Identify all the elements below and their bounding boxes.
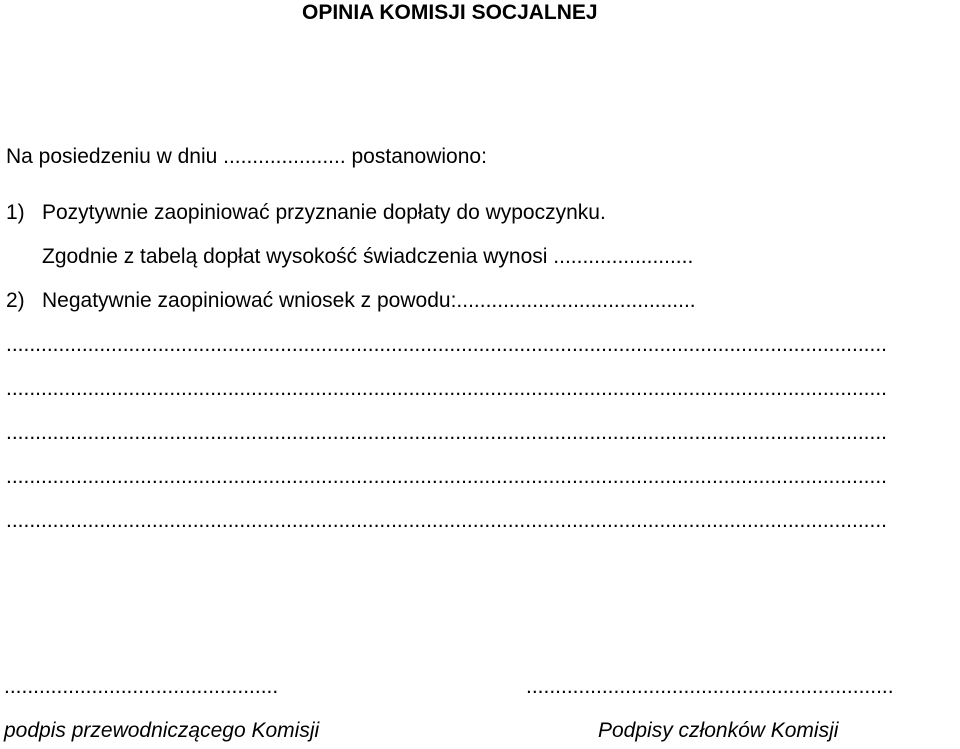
document-title: OPINIA KOMISJI SOCJALNEJ	[302, 1, 598, 24]
decision-item-negative	[6, 290, 696, 311]
chair-signature-line: ...............................................	[4, 675, 279, 698]
item-text: Negatywnie zaopiniować wniosek z powodu:.........................................	[42, 289, 696, 312]
item-number: 2)	[6, 289, 25, 312]
members-signature-label: Podpisy członków Komisji	[598, 719, 839, 742]
blank-line: .......................................................................................................................................................	[6, 334, 888, 355]
blank-line: .......................................................................................................................................................	[6, 422, 888, 443]
blank-line: .......................................................................................................................................................	[6, 466, 888, 487]
decision-item-positive	[6, 202, 606, 223]
item-number: 1)	[6, 201, 25, 224]
blank-line: .......................................................................................................................................................	[6, 378, 888, 399]
meeting-date-line: Na posiedzeniu w dniu ..................... postanowiono:	[6, 145, 487, 168]
members-signature-line: ...............................................................	[526, 675, 894, 698]
item-text: Pozytywnie zaopiniować przyznanie dopłaty do wypoczynku.	[42, 201, 606, 224]
benefit-amount-line: Zgodnie z tabelą dopłat wysokość świadczenia wynosi ........................	[42, 245, 694, 268]
blank-line: .......................................................................................................................................................	[6, 510, 888, 531]
chair-signature-label: podpis przewodniczącego Komisji	[4, 719, 320, 742]
